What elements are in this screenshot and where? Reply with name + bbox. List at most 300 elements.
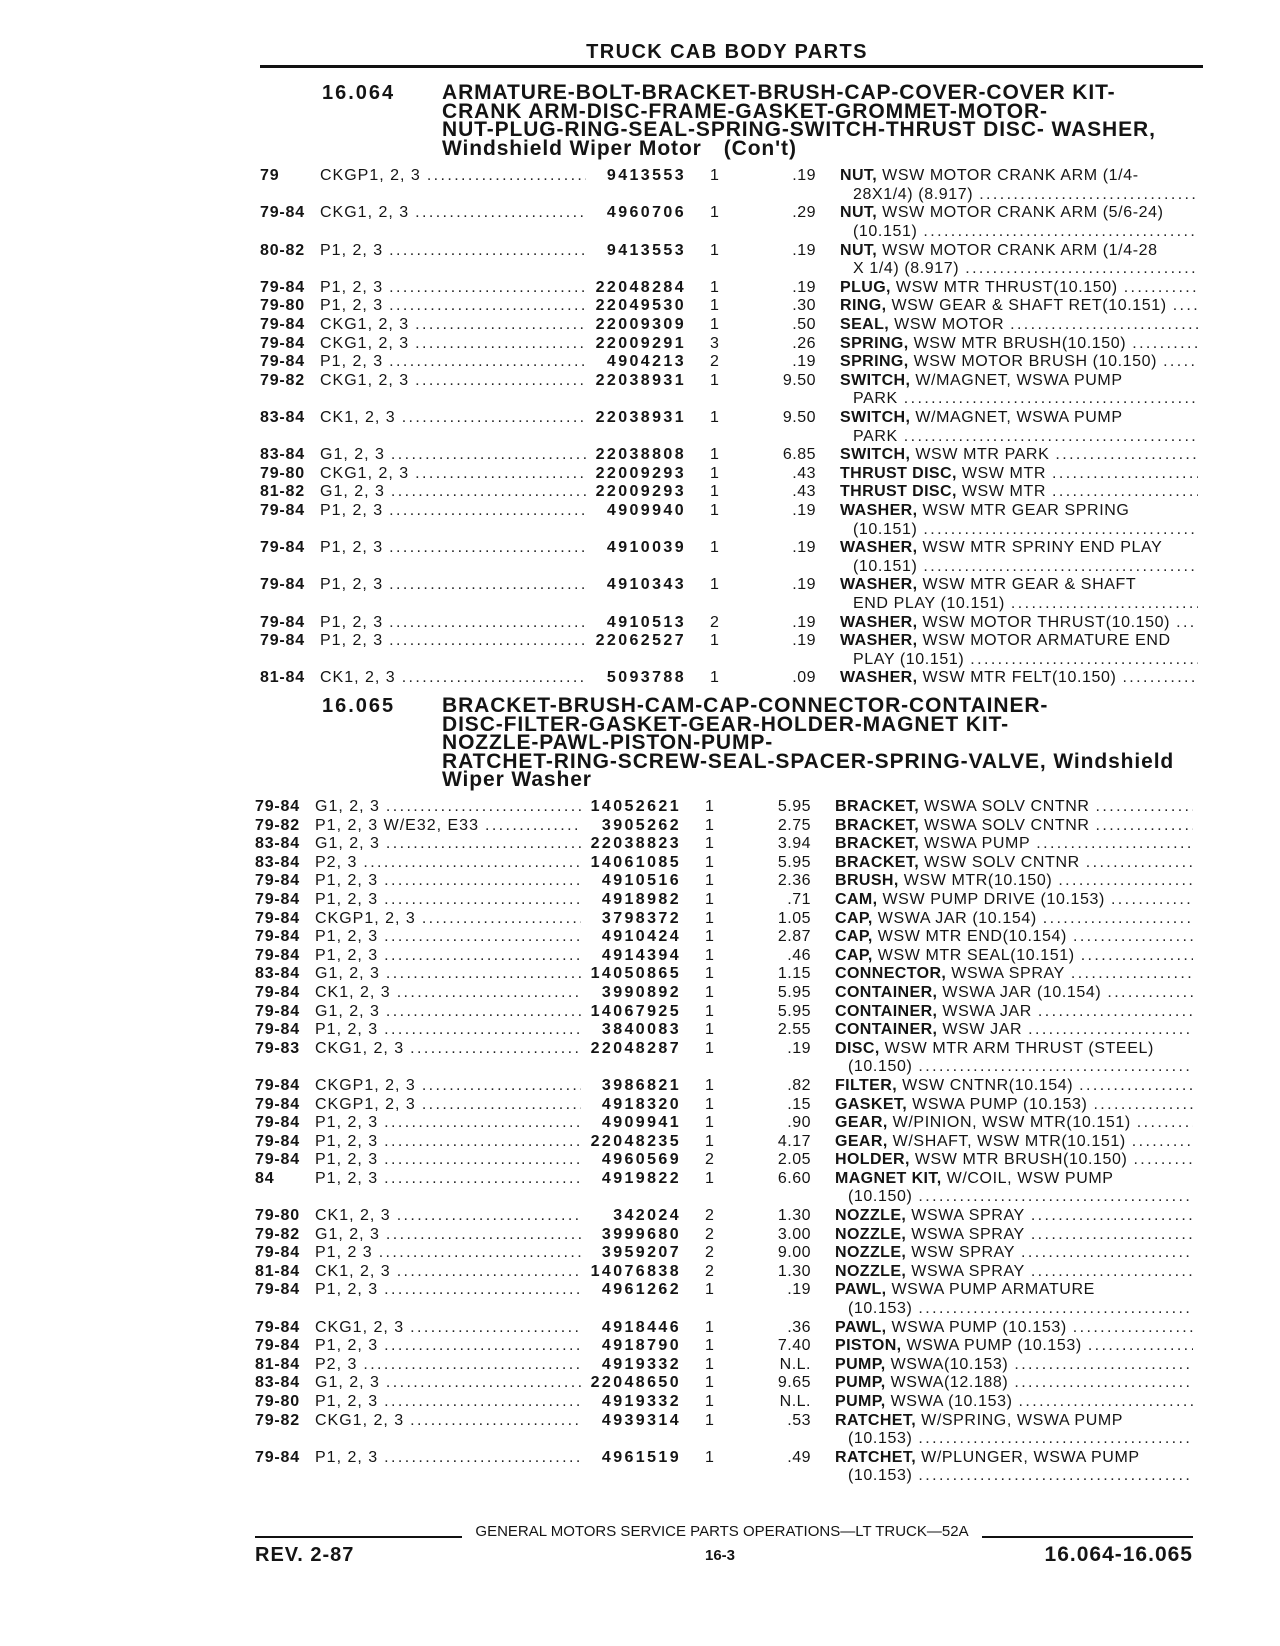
part-name: DISC, xyxy=(835,1039,880,1057)
quantity: 1 xyxy=(705,1021,714,1039)
dot-leader xyxy=(1163,353,1198,372)
model-applicability: CKG1, 2, 3 xyxy=(315,1411,405,1429)
description xyxy=(840,632,1200,669)
description-continuation-text: END PLAY (10.151) xyxy=(853,594,1005,612)
description-text: WSWA JAR (10.154) xyxy=(877,909,1037,927)
dot-leader xyxy=(363,854,581,873)
model-applicability: CKG1, 2, 3 xyxy=(320,334,410,352)
model-years: 83-84 xyxy=(255,853,300,871)
quantity: 1 xyxy=(710,241,719,259)
model-cell xyxy=(315,1412,583,1431)
model-cell xyxy=(315,1114,583,1133)
description-line xyxy=(835,1319,1195,1338)
description-text: WSWA JAR (10.154) xyxy=(942,983,1102,1001)
dot-leader xyxy=(1058,872,1193,891)
model-years: 79-84 xyxy=(255,1318,300,1336)
price: .36 xyxy=(787,1318,811,1336)
price: 2.75 xyxy=(777,816,811,834)
dot-leader xyxy=(1031,1263,1193,1282)
description xyxy=(840,279,1200,298)
description-text: WSW PUMP DRIVE (10.153) xyxy=(882,890,1105,908)
model-cell xyxy=(320,279,588,298)
description-text: WSW MOTOR xyxy=(894,316,1005,334)
dot-leader xyxy=(386,1003,581,1022)
part-row xyxy=(260,502,1210,539)
model-years: 79-84 xyxy=(255,1448,300,1466)
price: .30 xyxy=(792,297,816,315)
quantity: 1 xyxy=(710,539,719,557)
price: 2.87 xyxy=(777,928,811,946)
quantity: 1 xyxy=(705,853,714,871)
part-number: 22048235 xyxy=(590,1132,681,1150)
dot-leader xyxy=(1176,614,1198,633)
part-number: 4961519 xyxy=(601,1448,681,1466)
part-number: 22038808 xyxy=(595,446,686,464)
description-text: WSWA PUMP (10.153) xyxy=(891,1318,1067,1336)
quantity: 2 xyxy=(705,1207,714,1225)
description xyxy=(835,1170,1195,1207)
quantity: 1 xyxy=(705,965,714,983)
quantity: 1 xyxy=(705,872,714,890)
part-row xyxy=(255,854,1205,873)
part-name: HOLDER, xyxy=(835,1151,910,1169)
model-years: 79-84 xyxy=(255,1151,300,1169)
description-text: WSW MTR ARM THRUST (STEEL) xyxy=(884,1039,1154,1057)
part-row xyxy=(255,1077,1205,1096)
description-line xyxy=(840,409,1200,428)
part-name: MAGNET KIT, xyxy=(835,1169,942,1187)
model-years: 79-84 xyxy=(255,1021,300,1039)
price: N.L. xyxy=(779,1355,811,1373)
dot-leader xyxy=(1028,1021,1193,1040)
description-text: WSWA SOLV CNTNR xyxy=(924,816,1090,834)
description xyxy=(835,1449,1195,1486)
description-continuation-text: (10.151) xyxy=(853,520,918,538)
dot-leader xyxy=(1031,1226,1193,1245)
model-applicability: G1, 2, 3 xyxy=(315,1225,380,1243)
description-line xyxy=(835,1096,1195,1115)
section-title-line: NUT-PLUG-RING-SEAL-SPRING-SWITCH-THRUST DISC- WASHER, xyxy=(442,118,1156,142)
model-cell xyxy=(320,335,588,354)
price: 9.50 xyxy=(782,371,816,389)
model-cell xyxy=(315,1337,583,1356)
description xyxy=(835,1096,1195,1115)
part-name: RING, xyxy=(840,297,887,315)
description-text: WSW MTR GEAR & SHAFT xyxy=(922,576,1137,594)
dot-leader xyxy=(389,614,586,633)
description-text: WSW CNTNR(10.154) xyxy=(902,1076,1074,1094)
model-years: 79-82 xyxy=(255,1411,300,1429)
dot-leader xyxy=(397,1207,581,1226)
description-text: WSW SOLV CNTNR xyxy=(924,853,1080,871)
model-years: 80-82 xyxy=(260,241,305,259)
quantity: 2 xyxy=(705,1151,714,1169)
part-number: 14061085 xyxy=(590,853,681,871)
quantity: 1 xyxy=(705,1281,714,1299)
section-title xyxy=(442,81,1156,160)
model-applicability: P1, 2, 3 xyxy=(315,872,379,890)
dot-leader xyxy=(1055,446,1198,465)
model-years: 79-84 xyxy=(260,632,305,650)
part-name: SPRING, xyxy=(840,334,909,352)
part-row xyxy=(255,817,1205,836)
part-name: THRUST DISC, xyxy=(840,483,957,501)
model-cell xyxy=(315,1003,583,1022)
part-name: CAP, xyxy=(835,946,873,964)
model-applicability: P1, 2, 3 xyxy=(315,1281,379,1299)
description xyxy=(840,167,1200,204)
dot-leader xyxy=(386,965,581,984)
price: .26 xyxy=(792,334,816,352)
part-name: CONTAINER, xyxy=(835,983,938,1001)
part-name: WASHER, xyxy=(840,576,918,594)
description-text: WSW MTR xyxy=(961,464,1046,482)
description-text: WSW MOTOR THRUST(10.150) xyxy=(922,613,1171,631)
price: 4.17 xyxy=(777,1132,811,1150)
quantity: 1 xyxy=(710,297,719,315)
model-applicability: CKG1, 2, 3 xyxy=(315,1318,405,1336)
description xyxy=(835,854,1195,873)
model-cell xyxy=(315,1096,583,1115)
part-name: PUMP, xyxy=(835,1393,886,1410)
model-cell xyxy=(320,242,588,261)
part-row xyxy=(255,891,1205,910)
dot-leader xyxy=(363,1356,581,1375)
part-row xyxy=(260,297,1210,316)
price: 6.60 xyxy=(777,1169,811,1187)
section-title-line: CRANK ARM-DISC-FRAME-GASKET-GROMMET-MOTOR- xyxy=(442,99,1048,123)
part-number: 4918320 xyxy=(601,1095,681,1113)
price: .46 xyxy=(787,946,811,964)
model-cell xyxy=(320,204,588,223)
part-row xyxy=(260,353,1210,372)
model-cell xyxy=(315,1170,583,1189)
dot-leader xyxy=(384,1170,581,1189)
quantity: 1 xyxy=(705,835,714,853)
part-name: NOZZLE, xyxy=(835,1207,907,1225)
section-title-line: NOZZLE-PAWL-PISTON-PUMP- xyxy=(442,731,774,755)
part-row xyxy=(255,1244,1205,1263)
part-number: 4904213 xyxy=(606,353,686,371)
description xyxy=(835,1244,1195,1263)
dot-leader xyxy=(1014,1356,1193,1375)
dot-leader xyxy=(979,186,1198,205)
model-applicability: G1, 2, 3 xyxy=(315,1374,380,1392)
dot-leader xyxy=(1107,984,1193,1003)
price: 5.95 xyxy=(777,983,811,1001)
description xyxy=(835,1412,1195,1449)
model-years: 79-82 xyxy=(255,1225,300,1243)
part-name: BRUSH, xyxy=(835,872,899,890)
model-cell xyxy=(320,669,588,688)
section-title-line: Wiper Washer xyxy=(442,768,592,792)
dot-leader xyxy=(389,279,586,298)
part-number: 4918790 xyxy=(601,1337,681,1355)
model-applicability: CK1, 2, 3 xyxy=(320,409,396,427)
dot-leader xyxy=(1132,335,1198,354)
description xyxy=(840,204,1200,241)
model-years: 79-83 xyxy=(255,1039,300,1057)
dot-leader xyxy=(384,1449,581,1468)
dot-leader xyxy=(389,576,586,595)
dot-leader xyxy=(1081,947,1193,966)
description-line xyxy=(835,1374,1195,1393)
dot-leader xyxy=(1096,817,1193,836)
model-cell xyxy=(320,483,588,502)
quantity: 3 xyxy=(710,334,719,352)
part-number: 3959207 xyxy=(601,1244,681,1262)
description-text: WSWA SOLV CNTNR xyxy=(924,798,1090,815)
model-applicability: P1, 2, 3 xyxy=(315,1114,379,1132)
description-continuation-text: (10.150) xyxy=(848,1188,913,1206)
part-name: WASHER, xyxy=(840,539,918,557)
quantity: 1 xyxy=(705,1169,714,1187)
model-cell xyxy=(315,947,583,966)
description-continuation xyxy=(835,1467,1195,1486)
section-title-line: RATCHET-RING-SCREW-SEAL-SPACER-SPRING-VALVE, Windshield xyxy=(442,749,1175,773)
description xyxy=(840,372,1200,409)
description-text: WSW MTR(10.150) xyxy=(903,872,1053,890)
description xyxy=(840,483,1200,502)
description-line xyxy=(835,1412,1195,1431)
model-applicability: CK1, 2, 3 xyxy=(315,983,391,1001)
description xyxy=(835,1281,1195,1318)
dot-leader xyxy=(1079,1077,1193,1096)
model-cell xyxy=(320,502,588,521)
price: .19 xyxy=(792,539,816,557)
dot-leader xyxy=(1014,1374,1193,1393)
quantity: 1 xyxy=(705,1039,714,1057)
part-row xyxy=(255,1412,1205,1449)
model-years: 81-84 xyxy=(255,1355,300,1373)
part-name: RATCHET, xyxy=(835,1448,917,1466)
description-text: WSWA SPRAY xyxy=(911,1262,1025,1280)
price: 7.40 xyxy=(777,1337,811,1355)
dot-leader xyxy=(386,835,581,854)
dot-leader xyxy=(415,372,586,391)
model-years: 79-84 xyxy=(255,1281,300,1299)
price: 1.30 xyxy=(777,1207,811,1225)
model-applicability: G1, 2, 3 xyxy=(315,835,380,853)
part-row xyxy=(255,1319,1205,1338)
description xyxy=(840,465,1200,484)
model-applicability: P1, 2, 3 xyxy=(315,1448,379,1466)
part-row xyxy=(255,1207,1205,1226)
description-text: WSW MOTOR CRANK ARM (1/4-28 xyxy=(882,241,1158,259)
price: 3.00 xyxy=(777,1225,811,1243)
description-line xyxy=(840,669,1200,688)
model-cell xyxy=(315,1263,583,1282)
description-continuation xyxy=(835,1430,1195,1449)
price: .19 xyxy=(792,632,816,650)
model-cell xyxy=(320,539,588,558)
model-years: 79-84 xyxy=(255,946,300,964)
model-cell xyxy=(320,632,588,651)
part-name: WASHER, xyxy=(840,613,918,631)
price: 3.94 xyxy=(777,835,811,853)
model-years: 79-84 xyxy=(255,928,300,946)
part-number: 9413553 xyxy=(606,167,686,185)
dot-leader xyxy=(923,223,1198,242)
dot-leader xyxy=(1073,1319,1193,1338)
quantity: 1 xyxy=(705,1337,714,1355)
model-years: 79-84 xyxy=(260,278,305,296)
model-applicability: CKG1, 2, 3 xyxy=(320,316,410,334)
part-number: 22009309 xyxy=(595,316,686,334)
revision-date: REV. 2-87 xyxy=(255,1544,355,1566)
description-line xyxy=(835,1207,1195,1226)
description xyxy=(840,576,1200,613)
part-row xyxy=(255,1003,1205,1022)
dot-leader xyxy=(402,409,586,428)
model-applicability: P1, 2, 3 xyxy=(320,353,384,371)
model-applicability: P1, 2, 3 xyxy=(320,241,384,259)
model-cell xyxy=(315,1077,583,1096)
part-number: 4910343 xyxy=(606,576,686,594)
part-number: 22009293 xyxy=(595,483,686,501)
description-text: WSW MTR BRUSH(10.150) xyxy=(914,1151,1128,1169)
dot-leader xyxy=(386,798,581,817)
price: 5.95 xyxy=(777,798,811,815)
description-continuation-text: (10.153) xyxy=(848,1300,913,1318)
part-name: CAP, xyxy=(835,909,873,927)
model-years: 83-84 xyxy=(255,1374,300,1392)
price: N.L. xyxy=(779,1393,811,1410)
description-line xyxy=(835,1151,1195,1170)
description xyxy=(835,1337,1195,1356)
description xyxy=(835,1114,1195,1133)
description xyxy=(835,910,1195,929)
model-cell xyxy=(320,409,588,428)
part-row xyxy=(255,928,1205,947)
description-text: W/SHAFT, WSW MTR(10.151) xyxy=(892,1132,1126,1150)
quantity: 1 xyxy=(710,278,719,296)
description-line xyxy=(840,372,1200,391)
part-name: SWITCH, xyxy=(840,446,911,464)
description-continuation xyxy=(840,521,1200,540)
price: 9.50 xyxy=(782,409,816,427)
part-name: NUT, xyxy=(840,241,878,259)
model-cell xyxy=(320,465,588,484)
quantity: 1 xyxy=(710,316,719,334)
model-applicability: P1, 2, 3 xyxy=(315,946,379,964)
description-line xyxy=(835,1021,1195,1040)
model-years: 83-84 xyxy=(260,409,305,427)
part-number: 22048650 xyxy=(590,1374,681,1392)
description-line xyxy=(835,1040,1195,1059)
model-years: 79-80 xyxy=(260,464,305,482)
part-name: SWITCH, xyxy=(840,409,911,427)
quantity: 1 xyxy=(705,1393,714,1410)
model-applicability: CK1, 2, 3 xyxy=(320,669,396,687)
price: .19 xyxy=(792,576,816,594)
quantity: 1 xyxy=(705,1132,714,1150)
model-years: 79-84 xyxy=(255,1076,300,1094)
dot-leader xyxy=(415,335,586,354)
part-number: 4960569 xyxy=(601,1151,681,1169)
description-line xyxy=(840,242,1200,261)
header-rule xyxy=(260,65,1203,68)
description-line xyxy=(840,297,1200,316)
dot-leader xyxy=(1010,316,1198,335)
part-number: 22038823 xyxy=(590,835,681,853)
model-applicability: CKG1, 2, 3 xyxy=(320,204,410,222)
model-years: 79-84 xyxy=(260,501,305,519)
quantity: 1 xyxy=(710,501,719,519)
part-row xyxy=(260,669,1210,688)
description-text: W/MAGNET, WSWA PUMP xyxy=(915,371,1123,389)
description-line xyxy=(840,167,1200,186)
dot-leader xyxy=(918,1300,1193,1319)
dot-leader xyxy=(397,984,581,1003)
quantity: 1 xyxy=(710,204,719,222)
model-cell xyxy=(315,1151,583,1170)
description-text: WSWA(10.153) xyxy=(890,1355,1009,1373)
part-number: 14067925 xyxy=(590,1002,681,1020)
part-number: 3986821 xyxy=(601,1076,681,1094)
price: .82 xyxy=(787,1076,811,1094)
part-name: CAM, xyxy=(835,890,878,908)
dot-leader xyxy=(1073,928,1193,947)
part-number: 22048284 xyxy=(595,278,686,296)
dot-leader xyxy=(1043,910,1193,929)
model-applicability: P2, 3 xyxy=(315,853,358,871)
quantity: 1 xyxy=(710,632,719,650)
description-line xyxy=(835,854,1195,873)
description-line xyxy=(835,1263,1195,1282)
quantity: 1 xyxy=(705,1114,714,1132)
dot-leader xyxy=(422,910,581,929)
quantity: 1 xyxy=(710,464,719,482)
dot-leader xyxy=(1088,1337,1193,1356)
description xyxy=(835,1077,1195,1096)
dot-leader xyxy=(415,316,586,335)
description xyxy=(840,353,1200,372)
part-row xyxy=(255,1133,1205,1152)
dot-leader xyxy=(391,483,586,502)
model-applicability: CKG1, 2, 3 xyxy=(315,1039,405,1057)
description-line xyxy=(840,446,1200,465)
dot-leader xyxy=(1011,595,1198,614)
footer-rule-left xyxy=(255,1536,462,1538)
model-cell xyxy=(315,1449,583,1468)
model-cell xyxy=(320,297,588,316)
description-line xyxy=(840,502,1200,521)
part-row xyxy=(255,1170,1205,1207)
description-line xyxy=(835,891,1195,910)
dot-leader xyxy=(389,632,586,651)
quantity: 1 xyxy=(710,167,719,185)
part-name: CONNECTOR, xyxy=(835,965,947,983)
price: .49 xyxy=(787,1448,811,1466)
section-title-line: BRACKET-BRUSH-CAM-CAP-CONNECTOR-CONTAINER- xyxy=(442,694,1049,717)
dot-leader xyxy=(427,167,586,186)
part-name: PAWL, xyxy=(835,1318,887,1336)
model-years: 79-84 xyxy=(260,334,305,352)
model-years: 81-84 xyxy=(260,669,305,687)
description-continuation xyxy=(840,651,1200,670)
description-text: WSW MTR FELT(10.150) xyxy=(922,669,1117,687)
part-number: 14050865 xyxy=(590,965,681,983)
part-name: SEAL, xyxy=(840,316,890,334)
description-continuation xyxy=(835,1188,1195,1207)
part-name: PLUG, xyxy=(840,278,891,296)
description-line xyxy=(835,1356,1195,1375)
model-years: 83-84 xyxy=(260,446,305,464)
parts-list xyxy=(255,798,1205,1486)
dot-leader xyxy=(1031,1207,1193,1226)
part-name: PAWL, xyxy=(835,1281,887,1299)
